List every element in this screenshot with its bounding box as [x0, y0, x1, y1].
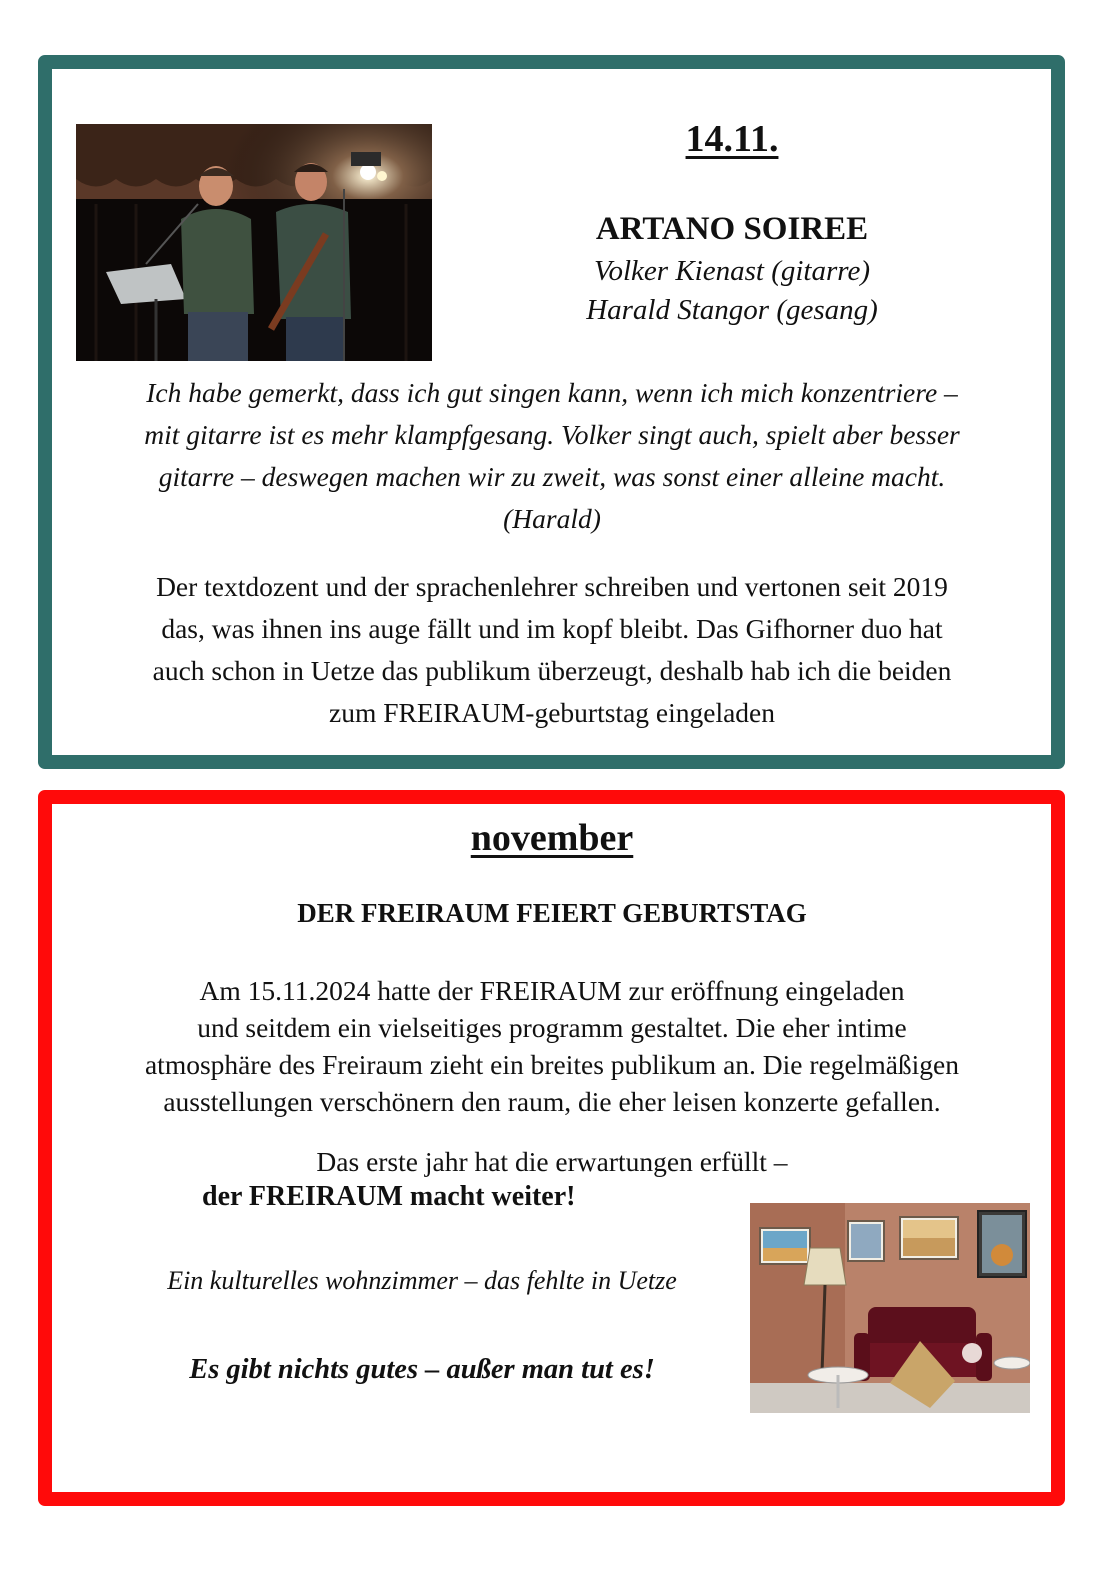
quote: [66, 372, 1038, 540]
performer-2: Harald Stangor (gesang): [586, 294, 878, 326]
slogan-do-it: Es gibt nichts gutes – außer man tut es!: [189, 1354, 655, 1385]
birthday-headline: DER FREIRAUM FEIERT GEBURTSTAG: [297, 898, 807, 928]
continues-line: der FREIRAUM macht weiter!: [202, 1181, 576, 1212]
stage-photo-image: [76, 124, 432, 361]
description-line: Der textdozent und der sprachenlehrer schreiben und vertonen seit 2019: [156, 571, 948, 602]
event-card: [38, 55, 1065, 769]
expectations-line: Das erste jahr hat die erwartungen erfüllt –: [316, 1146, 788, 1177]
event-title: ARTANO SOIREE: [595, 211, 869, 247]
room-photo-image: [750, 1203, 1030, 1413]
birthday-card: [38, 790, 1065, 1506]
room-photo: [750, 1203, 1030, 1413]
quote-line: mit gitarre ist es mehr klampfgesang. Volker singt auch, spielt aber besser: [144, 419, 960, 450]
paragraph-line: und seitdem ein vielseitiges programm gestaltet. Die eher intime: [197, 1012, 907, 1043]
description-line: das, was ihnen ins auge fällt und im kopf bleibt. Das Gifhorner duo hat: [161, 613, 943, 644]
stage-photo: [76, 124, 432, 361]
performer-1: Volker Kienast (gitarre): [594, 255, 870, 287]
month-heading: november: [470, 817, 634, 859]
quote-line: Ich habe gemerkt, dass ich gut singen kann, wenn ich mich konzentriere –: [146, 377, 958, 408]
slogan-living-room: Ein kulturelles wohnzimmer – das fehlte in Uetze: [167, 1266, 677, 1295]
paragraph-line: Am 15.11.2024 hatte der FREIRAUM zur eröffnung eingeladen: [199, 975, 905, 1006]
description-line: zum FREIRAUM-geburtstag eingeladen: [328, 697, 775, 728]
birthday-paragraph: [66, 972, 1038, 1120]
paragraph-line: ausstellungen verschönern den raum, die eher leisen konzerte gefallen.: [163, 1086, 941, 1117]
event-date: 14.11.: [685, 118, 779, 160]
quote-line: gitarre – deswegen machen wir zu zweit, was sonst einer alleine macht.: [158, 461, 946, 492]
quote-author: (Harald): [503, 503, 601, 534]
paragraph-line: atmosphäre des Freiraum zieht ein breites publikum an. Die regelmäßigen: [144, 1049, 960, 1080]
event-description: [66, 566, 1038, 734]
description-line: auch schon in Uetze das publikum überzeugt, deshalb hab ich die beiden: [152, 655, 952, 686]
